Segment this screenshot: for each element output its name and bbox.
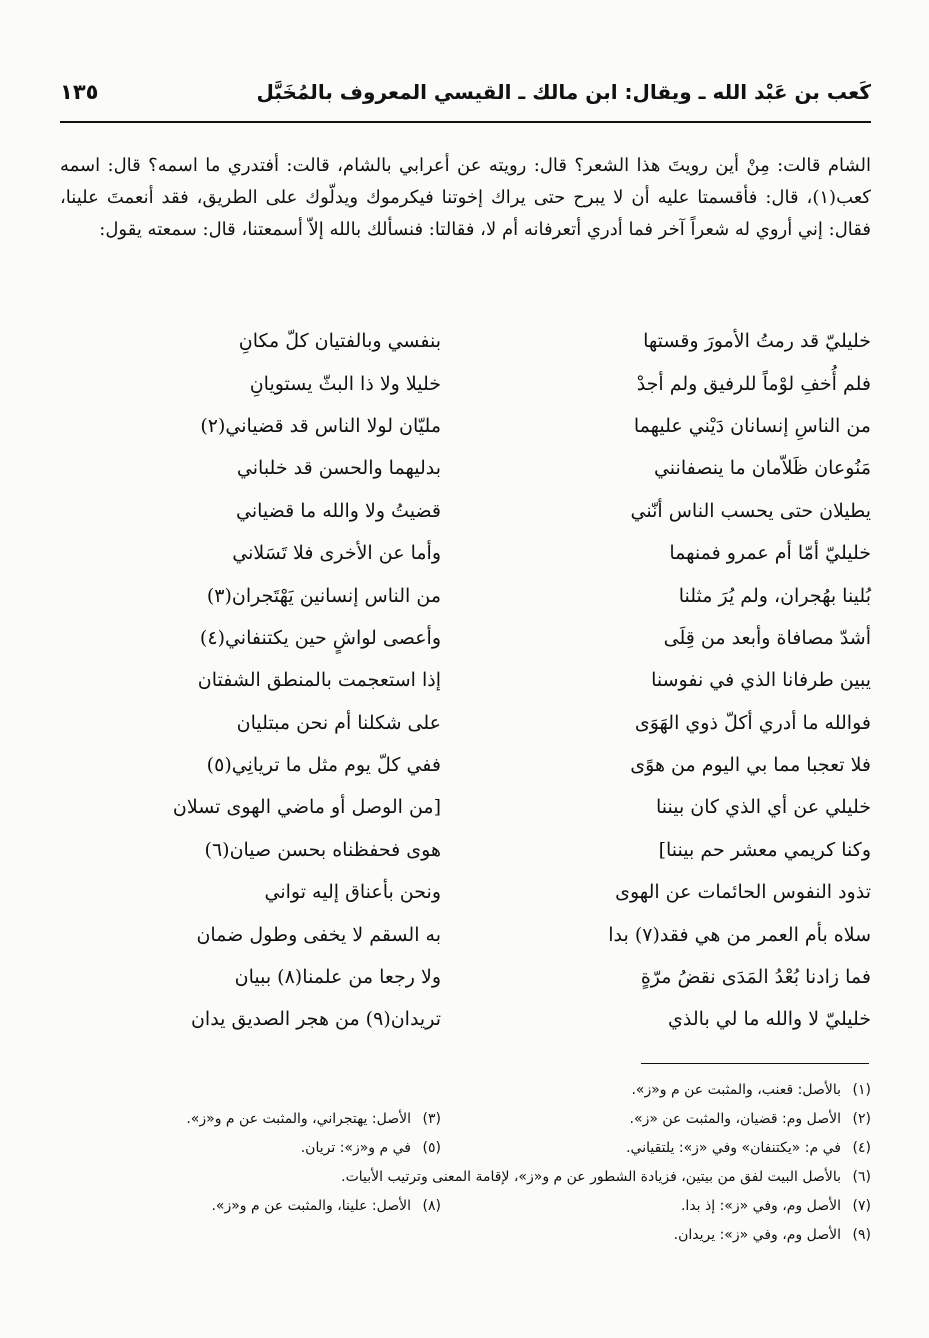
verse-first-hemistich: بُلينا بهُجران، ولم يُرَ مثلنا [678,584,871,607]
footnote [60,1198,441,1214]
verse-second-hemistich: ففي كلّ يوم مثل ما تريانِي(٥) [206,754,441,777]
verse-line [60,362,871,404]
footnote-row [60,1104,871,1133]
footnote-number: (٣) [422,1110,441,1127]
verse-second-hemistich: من الناس إنسانين يَهْتَجران(٣) [206,584,441,607]
footnote-number: (٨) [422,1197,441,1214]
verse-second-hemistich: وأعصى لواشٍ حين يكتنفاني(٤) [199,626,441,649]
footnote-row [60,1191,871,1220]
verse-second-hemistich: وأما عن الأخرى فلا تَسَلاني [232,542,441,565]
footnote-row [60,1133,871,1162]
verse-line [60,913,871,955]
header-rule [60,121,871,123]
verse-first-hemistich: خليليّ لا والله ما لي بالذي [668,1008,871,1031]
footnote-row [60,1162,871,1191]
footnote-number: (٧) [852,1197,871,1214]
verse-line [60,956,871,998]
verse-second-hemistich: ونحن بأعناق إليه تواني [264,881,441,904]
verse-first-hemistich: خليليّ أمّا أم عمرو فمنهما [669,542,871,565]
footnote [60,1111,441,1127]
footnote-text: في م و«ز»: تريان. [300,1139,411,1156]
footnote-number: (٦) [852,1168,871,1185]
verse-second-hemistich: قضيتُ ولا والله ما قضياني [235,499,441,522]
verse-second-hemistich: به السقم لا يخفى وطول ضمان [196,923,441,946]
verse-line [60,786,871,828]
verse-first-hemistich: مَنُوعان ظَلاّمان ما ينصفانني [653,457,871,480]
verse-second-hemistich: بنفسي وبالفتيان كلّ مكانِ [238,330,441,353]
header-title: كَعب بن عَبْد الله ـ ويقال: ابن مالك ـ القيسي المعروف بالمُخَبَّل [256,80,871,104]
verse-first-hemistich: خليلي عن أي الذي كان بيننا [655,796,871,819]
footnote-text: بالأصل البيت لفق من بيتين، فزيادة الشطور عن م و«ز»، لإقامة المعنى وترتيب الأبيات. [341,1168,841,1185]
verse-line [60,702,871,744]
verse-first-hemistich: خليليّ قد رمتُ الأمورَ وقستها [643,330,871,353]
verse-second-hemistich: تريدان(٩) من هجر الصديق يدان [190,1008,441,1031]
footnote-text: بالأصل: قعنب، والمثبت عن م و«ز». [631,1081,841,1098]
verse-line [60,447,871,489]
verse-first-hemistich: فلم أُخفِ لوْماً للرفيق ولم أجدْ [636,372,871,395]
verse-second-hemistich: مليّان لولا الناس قد قضياني(٢) [200,414,441,437]
verse-line [60,405,871,447]
footnote-number: (٩) [852,1226,871,1243]
footnote-text: الأصل: يهتجراني، والمثبت عن م و«ز». [186,1110,411,1127]
verse-first-hemistich: من الناسِ إنسانان دَيْني عليهما [633,414,871,437]
footnote [60,1140,441,1156]
footnote-text: الأصل وم، وفي «ز»: إذ بدا. [680,1197,841,1214]
footnote-rule [641,1063,869,1064]
verse-second-hemistich: ولا رجعا من علمنا(٨) ببيان [234,966,441,989]
verse-first-hemistich: وكنا كريمي معشر حم بيننا] [658,838,871,861]
verse-first-hemistich: فوالله ما أدري أكلّ ذوي الهَوَى [634,711,871,734]
footnote-row [60,1075,871,1104]
verse-line [60,659,871,701]
verse-line [60,998,871,1040]
verse-line [60,532,871,574]
verse-second-hemistich: إذا استعجمت بالمنطق الشفتان [197,669,441,692]
verse-line [60,829,871,871]
verse-second-hemistich: على شكلنا أم نحن مبتليان [236,711,441,734]
footnotes [60,1075,871,1249]
verse-line [60,490,871,532]
verse-second-hemistich: خليلا ولا ذا البثّ يستويانِ [249,372,441,395]
footnote [674,1227,871,1243]
footnote-text: الأصل وم، وفي «ز»: يريدان. [673,1226,841,1243]
verse-first-hemistich: أشدّ مصافاة وأبعد من قِلَى [663,626,871,649]
footnote-text: الأصل: علينا، والمثبت عن م و«ز». [211,1197,411,1214]
verse-line [60,574,871,616]
footnote-row [60,1220,871,1249]
verse-first-hemistich: فما زادنا بُعْدُ المَدَى نقضُ مرّةٍ [640,966,871,989]
footnote-text: الأصل وم: قضيان، والمثبت عن «ز». [629,1110,841,1127]
footnote [441,1140,871,1156]
footnote-number: (٢) [852,1110,871,1127]
running-header [60,76,871,116]
verse-first-hemistich: يطيلان حتى يحسب الناس أنّني [630,499,871,522]
verse-second-hemistich: بدليهما والحسن قد خلباني [236,457,441,480]
verse-first-hemistich: فلا تعجبا مما بي اليوم من هوًى [630,754,871,777]
page-number: ١٣٥ [60,80,99,104]
prose-paragraph: الشام قالت: مِنْ أين رويتَ هذا الشعر؟ قال: رويته عن أعرابي بالشام، قالت: أفتدري ما اسمه؟ قال: اسمه كعب(١)، قال: فأقسمتا عليه أن لا يبرح حتى يراك إخوتنا فيكرموك ويدلّوك على الطريق، فقد أنعمتَ علينا، فقال: إني أروي له شعراً آخر فما أدري أتعرفانه أم لا، فقالتا: فنسألك بالله إلاّ أسمعتنا، قال: سمعته يقول: [60,155,871,240]
footnote [441,1111,871,1127]
poem [60,320,871,1041]
verse-second-hemistich: [من الوصل أو ماضي الهوى تسلان [172,796,441,819]
footnote [341,1169,871,1185]
verse-line [60,871,871,913]
footnote-number: (٤) [852,1139,871,1156]
verse-line [60,617,871,659]
verse-second-hemistich: هوى فحفظناه بحسن صيان(٦) [204,838,441,861]
footnote [441,1198,871,1214]
verse-first-hemistich: يبين طرفانا الذي في نفوسنا [651,669,871,692]
footnote-number: (٥) [422,1139,441,1156]
footnote [631,1082,871,1098]
footnote-text: في م: «يكتنفان» وفي «ز»: يلتقياني. [626,1139,841,1156]
footnote-number: (١) [852,1081,871,1098]
verse-line [60,744,871,786]
verse-first-hemistich: تذود النفوس الحائمات عن الهوى [615,881,871,904]
verse-first-hemistich: سلاه بأم العمر من هي فقد(٧) بدا [608,923,871,946]
verse-line [60,320,871,362]
